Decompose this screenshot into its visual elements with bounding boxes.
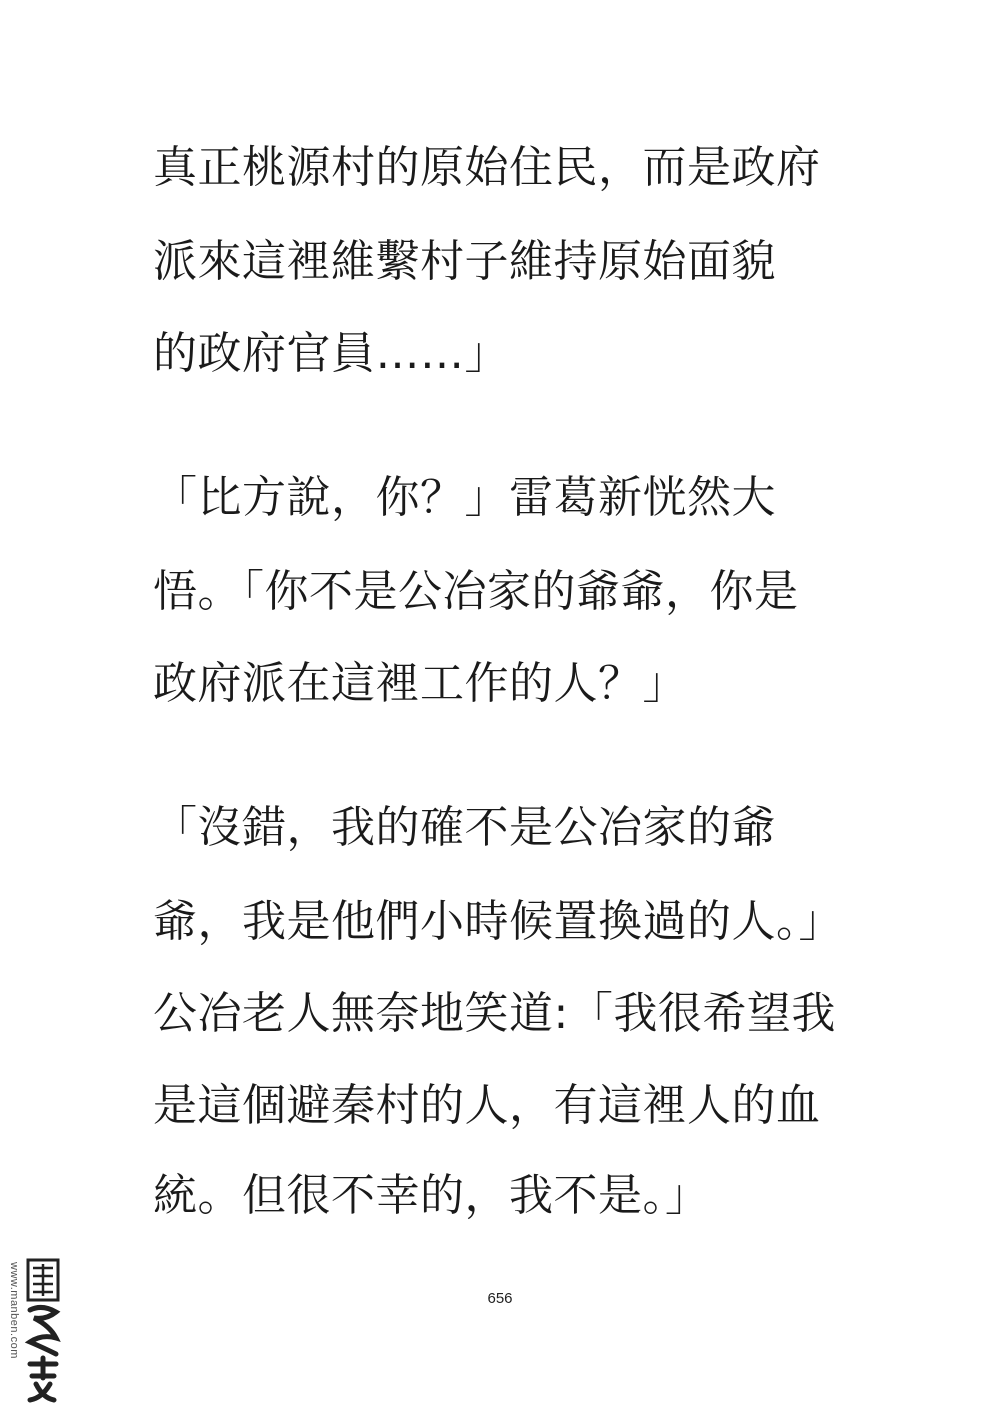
text-line: 「沒錯，我的確不是公冶家的爺 xyxy=(153,802,776,853)
text-line: 爺，我是他們小時候置換過的人。」 xyxy=(153,896,843,947)
text-line: 公冶老人無奈地笑道:「我很希望我 xyxy=(153,988,836,1039)
text-line: 真正桃源村的原始住民，而是政府 xyxy=(153,142,821,193)
text-line: 派來這裡維繫村子維持原始面貌 xyxy=(153,236,776,287)
watermark-url: www.manben.com xyxy=(8,1262,20,1359)
text-line: 「比方說，你？」雷葛新恍然大 xyxy=(153,472,776,523)
text-line: 悟。「你不是公冶家的爺爺，你是 xyxy=(153,566,799,617)
page-number: 656 xyxy=(487,1290,513,1307)
text-line: 統。但很不幸的，我不是。」 xyxy=(153,1170,710,1221)
watermark-logo-icon xyxy=(6,1258,66,1406)
text-line: 的政府官員……」 xyxy=(153,328,509,379)
text-line: 政府派在這裡工作的人？」 xyxy=(153,658,687,709)
text-line: 是這個避秦村的人，有這裡人的血 xyxy=(153,1080,821,1131)
